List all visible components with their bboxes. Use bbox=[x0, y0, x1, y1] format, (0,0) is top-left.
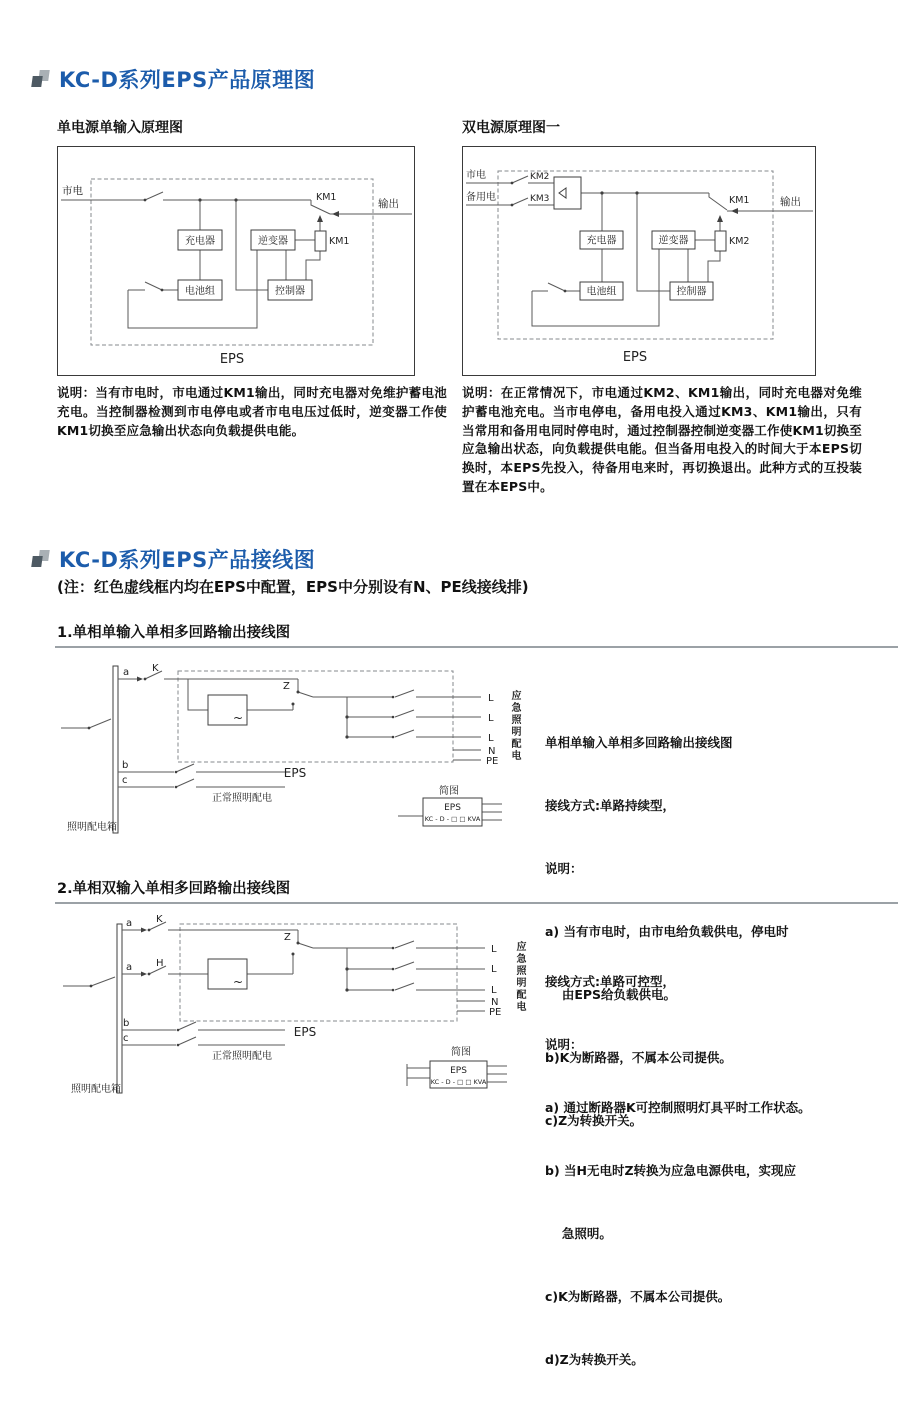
sketch-model-label: KC - D - □ □ KVA bbox=[424, 815, 481, 823]
line-l3-label: L bbox=[488, 733, 494, 744]
phase-a-label: a bbox=[123, 667, 130, 678]
subtitle-single-input: 单电源单输入原理图 bbox=[57, 120, 183, 136]
phase-b-label: b bbox=[122, 760, 129, 771]
battery-label: 电池组 bbox=[185, 286, 215, 297]
line-l1-label: L bbox=[488, 693, 494, 704]
emergency-dist-label: 应急照明配电 bbox=[509, 690, 520, 762]
feed-arrow bbox=[141, 972, 147, 977]
line-l2-label: L bbox=[491, 964, 497, 975]
panel-label: 照明配电箱 bbox=[71, 1084, 121, 1095]
wiring1-svg bbox=[55, 658, 535, 853]
breaker-k-label: K bbox=[152, 663, 159, 674]
panel-label: 照明配电箱 bbox=[67, 822, 117, 833]
output-label: 输出 bbox=[780, 196, 801, 208]
emergency-dist-label: 应急照明配电 bbox=[514, 941, 525, 1013]
wiring2-side-text bbox=[545, 929, 895, 1412]
wiring-diagram-2 bbox=[55, 906, 535, 1106]
section-bullet-icon bbox=[32, 70, 51, 88]
sketch-eps-label: EPS bbox=[444, 803, 461, 813]
side-line: a) 通过断路器K可控制照明灯具平时工作状态。 bbox=[545, 1100, 811, 1115]
phase-b-label: b bbox=[123, 1018, 130, 1029]
eps-label: EPS bbox=[293, 1025, 317, 1039]
distribution-busbar bbox=[113, 666, 118, 833]
output-label: 输出 bbox=[378, 198, 399, 210]
switch-z-label: Z bbox=[284, 932, 291, 943]
phase-c-label: c bbox=[123, 1033, 129, 1044]
side-line: b)K为断路器，不属本公司提供。 bbox=[545, 1050, 732, 1065]
side-line: 接线方式:单路持续型， bbox=[545, 798, 675, 813]
phase-a2-label: a bbox=[126, 962, 133, 973]
wiring1-heading: 1.单相单输入单相多回路输出接线图 bbox=[57, 625, 291, 641]
backup-label: 备用电 bbox=[466, 192, 496, 203]
interlock-box bbox=[554, 177, 581, 209]
breaker-h-label: H bbox=[156, 958, 164, 969]
line-n-label: N bbox=[491, 997, 499, 1008]
line-l1-label: L bbox=[491, 944, 497, 955]
line-n-label: N bbox=[488, 746, 496, 757]
section-bullet-icon bbox=[32, 550, 51, 568]
inverter-label: 逆变器 bbox=[658, 235, 689, 247]
km1-switch-label: KM1 bbox=[729, 195, 750, 206]
line-pe-label: PE bbox=[486, 756, 499, 767]
feed-arrow bbox=[141, 928, 147, 933]
km2-coil-label: KM2 bbox=[729, 236, 750, 247]
eps-dashed-boundary bbox=[91, 179, 373, 345]
side-line: 说明： bbox=[545, 861, 583, 876]
dual-principle-frame bbox=[462, 146, 816, 376]
inverter-ac-symbol: ~ bbox=[233, 711, 244, 725]
km1-switch-label: KM1 bbox=[316, 192, 337, 203]
line-pe-label: PE bbox=[489, 1007, 502, 1018]
output-arrow bbox=[332, 211, 339, 217]
controller-label: 控制器 bbox=[275, 286, 305, 297]
section-wiring-heading bbox=[32, 544, 315, 574]
single-principle-description: 说明：当有市电时，市电通过KM1输出，同时充电器对免维护蓄电池充电。当控制器检测到市电停电或者市电电压过低时，逆变器工作使KM1切换至应急输出状态向负载提供电能。 bbox=[57, 385, 447, 438]
dual-input-principle-diagram bbox=[463, 147, 815, 375]
mains-label: 市电 bbox=[466, 170, 486, 181]
coil-arrow bbox=[317, 215, 323, 222]
divider-rule bbox=[55, 902, 898, 904]
inverter-label: 逆变器 bbox=[258, 236, 288, 247]
km2-coil-box bbox=[715, 231, 726, 251]
distribution-busbar bbox=[117, 924, 122, 1093]
wiring-diagram-1 bbox=[55, 658, 535, 853]
line-l3-label: L bbox=[491, 985, 497, 996]
phase-c-label: c bbox=[122, 775, 128, 786]
km3-switch-label: KM3 bbox=[530, 194, 550, 204]
side-line: 说明： bbox=[545, 1037, 583, 1052]
single-principle-frame bbox=[57, 146, 415, 376]
side-line: 由EPS给负载供电。 bbox=[545, 987, 677, 1002]
eps-label: EPS bbox=[283, 766, 307, 780]
dual-principle-description: 说明：在正常情况下，市电通过KM2、KM1输出，同时充电器对免维护蓄电池充电。当市电停电，备用电投入通过KM3、KM1输出，只有当常用和备用电同时停电时，通过控制器控制逆变器工作使KM1切换至应急输出状态，向负载提供电能。但当备用电投入的时间大于本EPS切换时，本EPS先投入，待备用电来时，再切换退出。此种方式的互投装置在本EPS中。 bbox=[462, 385, 862, 494]
charger-label: 充电器 bbox=[185, 236, 215, 247]
page-title-wiring: KC-D系列EPS产品接线图 bbox=[59, 548, 316, 572]
normal-dist-label: 正常照明配电 bbox=[212, 793, 272, 804]
mains-label: 市电 bbox=[62, 185, 83, 197]
subtitle-dual-input: 双电源原理图一 bbox=[462, 120, 560, 136]
normal-dist-label: 正常照明配电 bbox=[212, 1051, 272, 1062]
line-l2-label: L bbox=[488, 713, 494, 724]
sketch-eps-label: EPS bbox=[450, 1066, 467, 1076]
breaker-k-label: K bbox=[156, 914, 163, 925]
side-line: a) 当有市电时，由市电给负载供电，停电时 bbox=[545, 924, 789, 939]
km1-coil-box bbox=[315, 231, 326, 251]
side-line: d)Z为转换开关。 bbox=[545, 1352, 644, 1367]
wires bbox=[466, 176, 813, 326]
side-line: b) 当H无电时Z转换为应急电源供电，实现应 bbox=[545, 1163, 797, 1178]
controller-label: 控制器 bbox=[676, 286, 707, 298]
coil-arrow bbox=[717, 215, 723, 222]
sketch-model-label: KC - D - □ □ KVA bbox=[430, 1078, 487, 1086]
phase-a1-label: a bbox=[126, 918, 133, 929]
km2-switch-label: KM2 bbox=[530, 172, 550, 182]
output-arrow bbox=[731, 208, 738, 214]
single-input-principle-diagram bbox=[58, 147, 414, 375]
side-line: 单相单输入单相多回路输出接线图 bbox=[545, 735, 733, 750]
wiring2-heading: 2.单相双输入单相多回路输出接线图 bbox=[57, 881, 291, 897]
bullet-front-square bbox=[31, 76, 43, 87]
charger-label: 充电器 bbox=[586, 235, 617, 247]
divider-rule bbox=[55, 646, 898, 648]
eps-label: EPS bbox=[219, 352, 245, 367]
side-line: 急照明。 bbox=[545, 1226, 612, 1241]
km1-coil-label: KM1 bbox=[329, 236, 350, 247]
wires bbox=[61, 192, 412, 328]
page-title-principle: KC-D系列EPS产品原理图 bbox=[59, 68, 316, 92]
eps-label: EPS bbox=[622, 350, 648, 365]
side-line: 接线方式:单路可控型， bbox=[545, 974, 675, 989]
feed-arrow bbox=[137, 677, 143, 682]
battery-label: 电池组 bbox=[586, 286, 617, 298]
sketch-title-label: 简图 bbox=[451, 1047, 471, 1058]
switch-z-label: Z bbox=[283, 681, 290, 692]
wiring-note: (注：红色虚线框内均在EPS中配置，EPS中分别设有N、PE线接线排) bbox=[57, 578, 529, 596]
inverter-ac-symbol: ~ bbox=[233, 975, 244, 989]
side-line: c)Z为转换开关。 bbox=[545, 1113, 643, 1128]
bullet-front-square bbox=[31, 556, 43, 567]
wiring2-svg bbox=[55, 906, 535, 1106]
sketch-title-label: 简图 bbox=[439, 786, 459, 797]
section-principle-heading bbox=[32, 64, 315, 94]
side-line: c)K为断路器，不属本公司提供。 bbox=[545, 1289, 731, 1304]
